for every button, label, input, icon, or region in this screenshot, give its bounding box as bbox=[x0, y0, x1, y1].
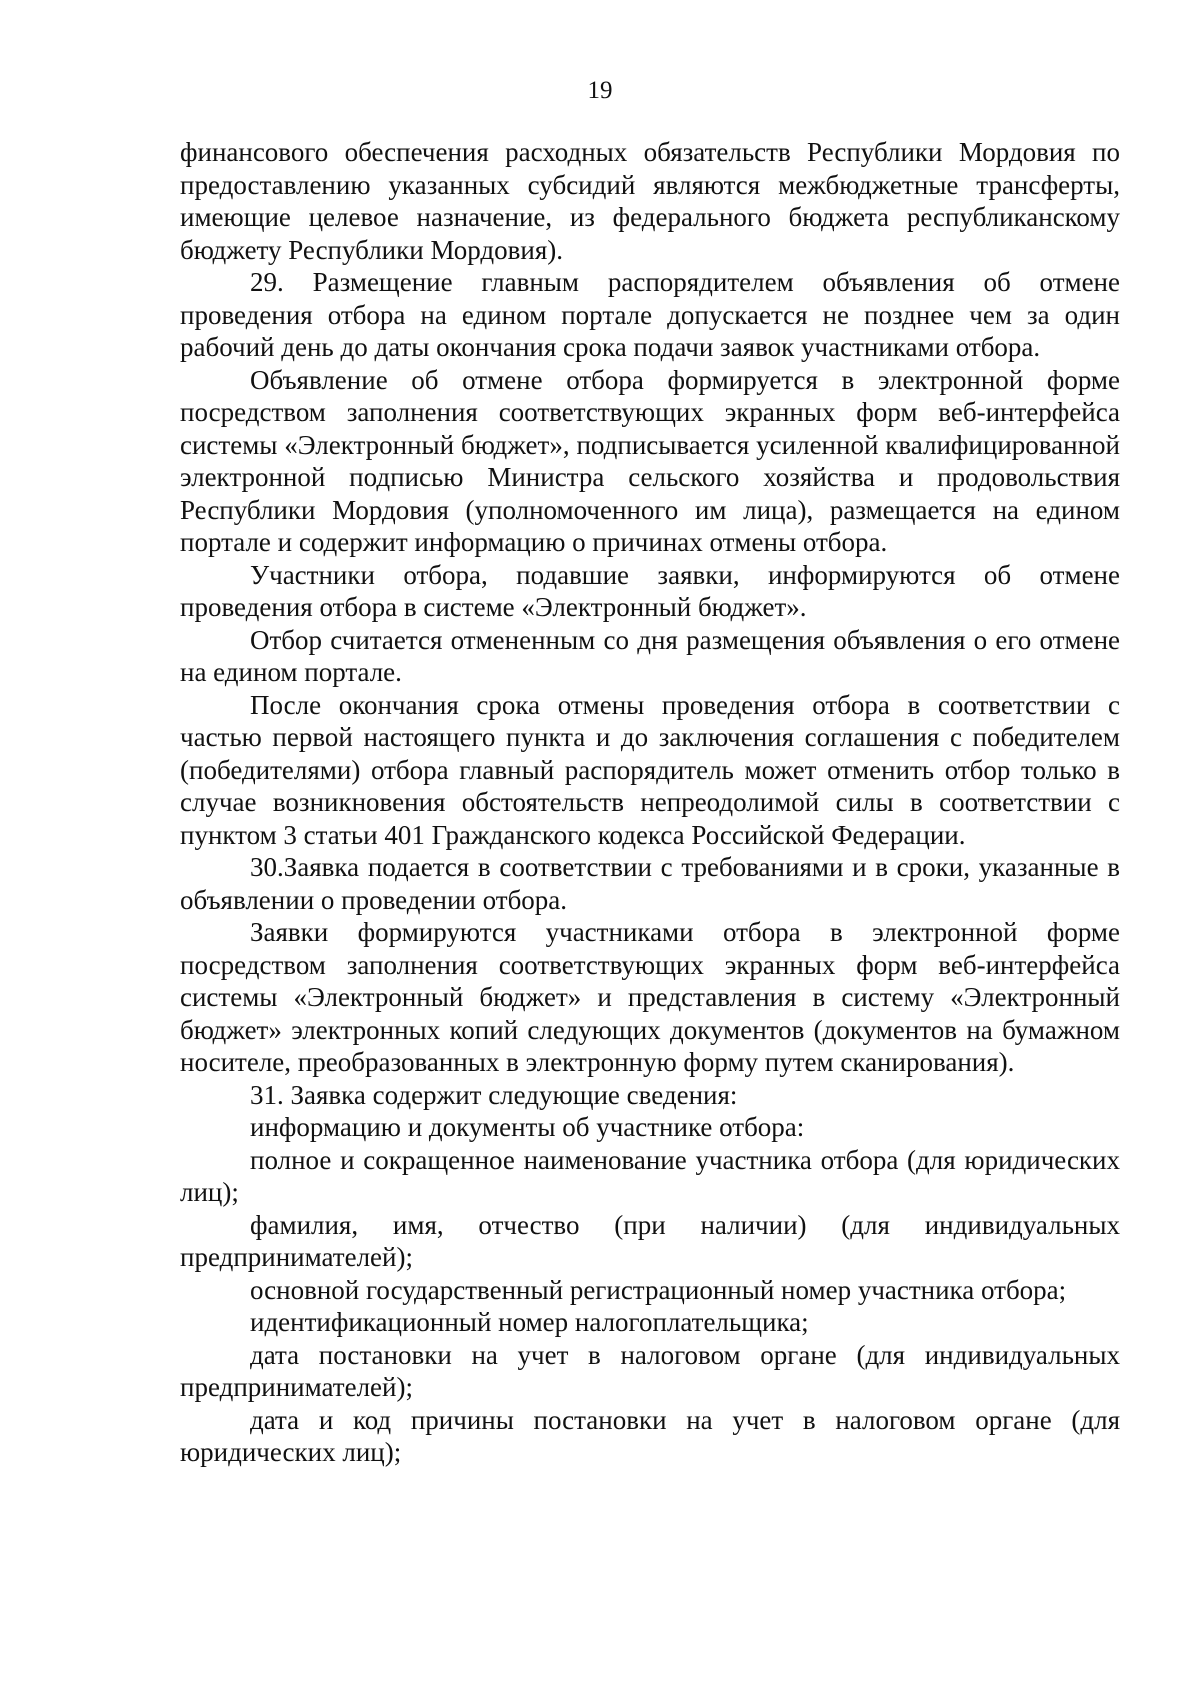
list-item-full-name: полное и сокращенное наименование участника отбора (для юридических лиц); bbox=[180, 1144, 1120, 1207]
list-item-inn: идентификационный номер налогоплательщика; bbox=[250, 1307, 809, 1337]
paragraph-applications-formed: Заявки формируются участниками отбора в электронной форме посредством заполнения соответствующих экранных форм веб-интерфейса системы «Электронный бюджет» и представления в систему «Электронный бюджет» электронных копий следующих документов (документов на бумажном носителе, преобразованных в электронную форму путем сканирования). bbox=[180, 917, 1120, 1077]
paragraph-participants-informed: Участники отбора, подавшие заявки, информируются об отмене проведения отбора в системе «Электронный бюджет». bbox=[180, 559, 1120, 622]
list-item-tax-registration-date: дата постановки на учет в налоговом органе (для индивидуальных предпринимателей); bbox=[180, 1339, 1120, 1402]
document-body bbox=[180, 136, 1120, 1469]
paragraph-selection-cancelled: Отбор считается отмененным со дня размещения объявления о его отмене на едином портале. bbox=[180, 624, 1120, 687]
list-item-personal-name: фамилия, имя, отчество (при наличии) (для индивидуальных предпринимателей); bbox=[180, 1209, 1120, 1272]
paragraph-item-29: 29. Размещение главным распорядителем объявления об отмене проведения отбора на едином портале допускается не позднее чем за один рабочий день до даты окончания срока подачи заявок участниками отбора. bbox=[180, 267, 1120, 362]
list-item-tax-registration-code: дата и код причины постановки на учет в налоговом органе (для юридических лиц); bbox=[180, 1404, 1120, 1467]
list-item-participant-info: информацию и документы об участнике отбора: bbox=[250, 1112, 805, 1142]
paragraph-force-majeure: После окончания срока отмены проведения отбора в соответствии с частью первой настоящего пункта и до заключения соглашения с победителем (победителями) отбора главный распорядитель может отменить отбор только в случае возникновения обстоятельств непреодолимой силы в соответствии с пунктом 3 статьи 401 Гражданского кодекса Российской Федерации. bbox=[180, 689, 1120, 850]
list-item-ogrn: основной государственный регистрационный номер участника отбора; bbox=[250, 1274, 1067, 1305]
paragraph-funding-sources-continuation: финансового обеспечения расходных обязательств Республики Мордовия по предоставлению указанных субсидий являются межбюджетные трансферты, имеющие целевое назначение, из федерального бюджета республиканскому бюджету Республики Мордовия). bbox=[180, 137, 1120, 265]
paragraph-item-30: 30.Заявка подается в соответствии с требованиями и в сроки, указанные в объявлении о проведении отбора. bbox=[180, 852, 1120, 915]
paragraph-item-31: 31. Заявка содержит следующие сведения: bbox=[250, 1079, 738, 1110]
page-number: 19 bbox=[587, 77, 613, 104]
paragraph-cancellation-announcement: Объявление об отмене отбора формируется в электронной форме посредством заполнения соответствующих экранных форм веб-интерфейса системы «Электронный бюджет», подписывается усиленной квалифицированной электронной подписью Министра сельского хозяйства и продовольствия Республики Мордовия (уполномоченного им лица), размещается на едином портале и содержит информацию о причинах отмены отбора. bbox=[180, 364, 1120, 557]
